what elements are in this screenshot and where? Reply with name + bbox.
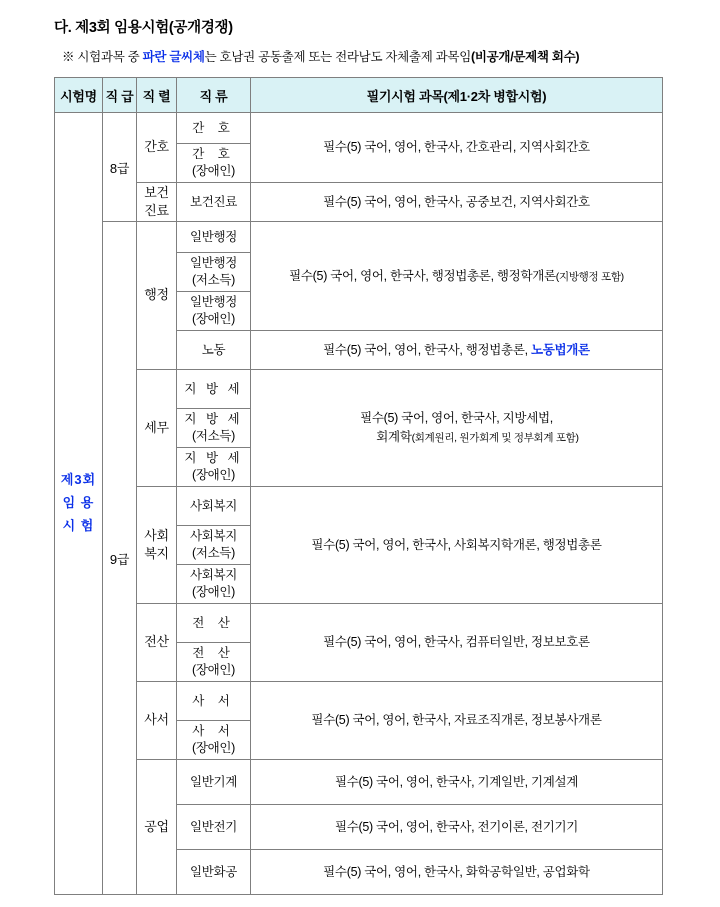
subseries-line-2: (장애인) bbox=[191, 741, 236, 755]
subseries-cell bbox=[177, 643, 251, 682]
exam-name-line-2: 임 용 bbox=[62, 495, 95, 511]
subject-line-2 bbox=[251, 428, 662, 447]
subject-text: 필수(5) 국어, 영어, 한국사, 행정법총론, 행정학개론 bbox=[289, 268, 556, 283]
subject-line-2-text: 회계학 bbox=[376, 430, 412, 444]
subject-cell: 필수(5) 국어, 영어, 한국사, 전기이론, 전기기기 bbox=[251, 805, 663, 850]
series-cell-welfare bbox=[137, 487, 177, 604]
subseries-line-1: 사 서 bbox=[192, 724, 235, 739]
table-row bbox=[55, 113, 663, 144]
subseries-cell bbox=[177, 253, 251, 292]
subject-cell: 필수(5) 국어, 영어, 한국사, 컴퓨터일반, 정보보호론 bbox=[251, 604, 663, 682]
subseries-line-2: (장애인) bbox=[191, 585, 236, 599]
table-row bbox=[55, 760, 663, 805]
subseries-cell: 지 방 세 bbox=[177, 370, 251, 409]
note-blue-text: 파란 글씨체 bbox=[142, 50, 205, 64]
subject-line-2-note: (회계원리, 원가회계 및 정부회계 포함) bbox=[411, 432, 579, 444]
subseries-line-2: (저소득) bbox=[191, 546, 236, 560]
subseries-cell bbox=[177, 721, 251, 760]
series-cell-admin: 행정 bbox=[137, 222, 177, 370]
subseries-line-2: (장애인) bbox=[191, 663, 236, 677]
series-line-2: 복지 bbox=[144, 546, 169, 561]
subject-cell: 필수(5) 국어, 영어, 한국사, 화학공학일반, 공업화학 bbox=[251, 850, 663, 895]
subseries-cell bbox=[177, 448, 251, 487]
table-row bbox=[55, 487, 663, 526]
series-cell-computer: 전산 bbox=[137, 604, 177, 682]
series-line-1: 보건 bbox=[144, 184, 169, 200]
subseries-line-1: 지 방 세 bbox=[184, 451, 243, 466]
series-cell-tax: 세무 bbox=[137, 370, 177, 487]
note-bold-text: (비공개/문제책 회수) bbox=[471, 50, 580, 64]
subseries-cell: 일반전기 bbox=[177, 805, 251, 850]
exam-name-cell bbox=[55, 113, 103, 895]
grade-cell-9: 9급 bbox=[103, 222, 137, 895]
column-header-exam-name: 시험명 bbox=[55, 78, 103, 113]
subject-cell: 필수(5) 국어, 영어, 한국사, 사회복지학개론, 행정법총론 bbox=[251, 487, 663, 604]
exam-name-line-3: 시 험 bbox=[62, 517, 95, 533]
subject-cell: 필수(5) 국어, 영어, 한국사, 기계일반, 기계설계 bbox=[251, 760, 663, 805]
subseries-cell: 일반기계 bbox=[177, 760, 251, 805]
subseries-line-2: (장애인) bbox=[191, 164, 236, 178]
subseries-cell: 간 호 bbox=[177, 113, 251, 144]
subseries-line-2: (저소득) bbox=[191, 429, 236, 443]
series-line-1: 사회 bbox=[144, 527, 169, 543]
subject-cell: 필수(5) 국어, 영어, 한국사, 간호관리, 지역사회간호 bbox=[251, 113, 663, 183]
series-cell-industry: 공업 bbox=[137, 760, 177, 895]
subseries-line-2: (장애인) bbox=[191, 312, 236, 326]
subseries-line-1: 일반행정 bbox=[189, 256, 238, 271]
subject-cell bbox=[251, 222, 663, 331]
subject-note: (지방행정 포함) bbox=[555, 270, 624, 283]
grade-cell-8: 8급 bbox=[103, 113, 137, 222]
series-cell-nursing: 간호 bbox=[137, 113, 177, 183]
series-cell-health bbox=[137, 183, 177, 222]
subseries-cell: 사회복지 bbox=[177, 487, 251, 526]
subseries-line-1: 사회복지 bbox=[189, 568, 238, 583]
subseries-line-1: 지 방 세 bbox=[184, 412, 243, 427]
subseries-line-1: 일반행정 bbox=[189, 295, 238, 310]
subseries-cell: 일반행정 bbox=[177, 222, 251, 253]
subseries-cell bbox=[177, 526, 251, 565]
table-header-row bbox=[55, 78, 663, 113]
exam-name-line-1: 제3회 bbox=[60, 472, 97, 488]
table-row bbox=[55, 370, 663, 409]
subseries-cell: 노동 bbox=[177, 331, 251, 370]
subseries-cell: 전 산 bbox=[177, 604, 251, 643]
series-line-2: 진료 bbox=[144, 203, 169, 218]
exam-subjects-table bbox=[54, 77, 663, 895]
subject-cell bbox=[251, 331, 663, 370]
subseries-line-2: (장애인) bbox=[191, 468, 236, 482]
column-header-subseries: 직 류 bbox=[177, 78, 251, 113]
subseries-cell bbox=[177, 565, 251, 604]
subject-cell bbox=[251, 370, 663, 487]
subseries-cell: 사 서 bbox=[177, 682, 251, 721]
note-middle: 는 호남권 공동출제 또는 전라남도 자체출제 과목임 bbox=[204, 50, 471, 64]
table-row bbox=[55, 222, 663, 253]
subject-text: 필수(5) 국어, 영어, 한국사, 행정법총론, bbox=[323, 342, 531, 357]
subseries-line-1: 전 산 bbox=[192, 646, 235, 661]
subject-line-1: 필수(5) 국어, 영어, 한국사, 지방세법, bbox=[360, 411, 553, 426]
subseries-cell: 일반화공 bbox=[177, 850, 251, 895]
table-row bbox=[55, 183, 663, 222]
subseries-cell bbox=[177, 144, 251, 183]
table-row bbox=[55, 604, 663, 643]
column-header-grade: 직 급 bbox=[103, 78, 137, 113]
subject-cell: 필수(5) 국어, 영어, 한국사, 자료조직개론, 정보봉사개론 bbox=[251, 682, 663, 760]
note-prefix: ※ 시험과목 중 bbox=[62, 50, 143, 64]
subseries-line-1: 간 호 bbox=[192, 147, 235, 162]
subseries-cell bbox=[177, 409, 251, 448]
subseries-cell bbox=[177, 292, 251, 331]
subseries-cell: 보건진료 bbox=[177, 183, 251, 222]
subseries-line-2: (저소득) bbox=[191, 273, 236, 287]
subseries-line-1: 사회복지 bbox=[189, 529, 238, 544]
table-row bbox=[55, 682, 663, 721]
column-header-series: 직 렬 bbox=[137, 78, 177, 113]
note-text bbox=[62, 47, 690, 65]
series-cell-library: 사서 bbox=[137, 682, 177, 760]
page-title: 다. 제3회 임용시험(공개경쟁) bbox=[54, 20, 233, 36]
column-header-subjects: 필기시험 과목(제1·2차 병합시험) bbox=[251, 78, 663, 113]
subject-highlight: 노동법개론 bbox=[530, 342, 590, 357]
subject-cell: 필수(5) 국어, 영어, 한국사, 공중보건, 지역사회간호 bbox=[251, 183, 663, 222]
